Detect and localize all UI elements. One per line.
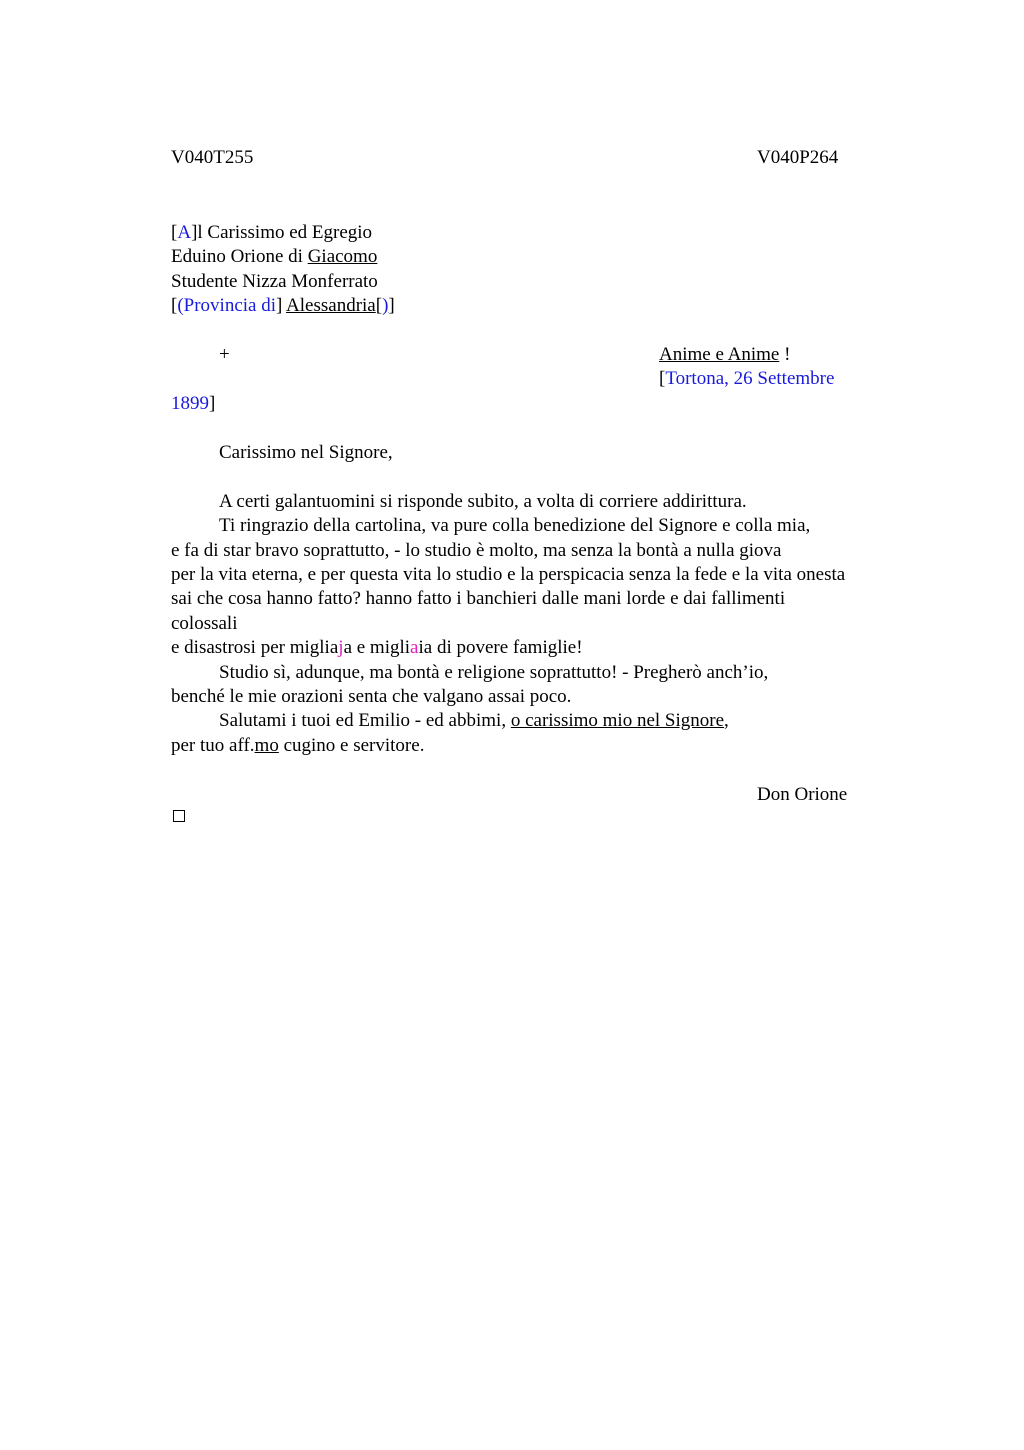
correction-mark: a <box>410 637 419 658</box>
body-line: sai che cosa hanno fatto? hanno fatto i banchieri dalle mani lorde e dai fallimenti <box>171 588 786 609</box>
correction-mark: j <box>338 637 344 658</box>
editorial-insertion: ) <box>382 295 389 316</box>
underlined-place: Alessandria <box>286 295 376 316</box>
address-text: ] <box>276 295 287 316</box>
body-line: benché le mie orazioni senta che valgano assai poco. <box>171 686 572 707</box>
body-text: Salutami i tuoi ed Emilio - ed abbimi, <box>219 710 511 731</box>
body-line: Studio sì, adunque, ma bontà e religione soprattutto! - Pregherò anch’io, <box>219 662 769 683</box>
document-code-right: V040P264 <box>757 147 839 168</box>
underlined-abbrev: mo <box>254 735 279 756</box>
body-line: colossali <box>171 613 238 634</box>
body-line: Ti ringrazio della cartolina, va pure colla benedizione del Signore e colla mia, <box>219 515 811 536</box>
body-text: a e migli <box>343 637 411 658</box>
motto-text: Anime e Anime <box>659 344 780 365</box>
address-line-2 <box>171 245 377 269</box>
editorial-date: Tortona, 26 Settembre <box>665 368 835 389</box>
bracket: [ <box>171 222 178 243</box>
cross-symbol: + <box>219 344 230 365</box>
underlined-phrase: o carissimo mio nel Signore <box>510 710 725 731</box>
body-text: e disastrosi per miglia <box>171 637 339 658</box>
bracket: [ <box>375 295 383 316</box>
body-text: ia di povere famiglie! <box>418 637 583 658</box>
address-line-4 <box>171 294 395 318</box>
body-line: per la vita eterna, e per questa vita lo studio e la perspicacia senza la fede e la vita onesta <box>171 564 846 585</box>
salutation: Carissimo nel Signore, <box>219 442 393 463</box>
body-line: A certi galantuomini si risponde subito, a volta di corriere addirittura. <box>219 491 747 512</box>
address-line-3: Studente Nizza Monferrato <box>171 271 378 292</box>
editorial-year: 1899 <box>171 393 209 414</box>
end-marker-box <box>173 810 185 822</box>
date-line-1 <box>659 367 834 391</box>
bracket: ] <box>388 295 395 316</box>
address-line-1 <box>171 221 372 245</box>
address-text: Eduino Orione di <box>171 246 308 267</box>
bracket: [ <box>659 368 666 389</box>
body-text: per tuo aff. <box>171 735 255 756</box>
underlined-name: Giacomo <box>307 246 378 267</box>
body-text: , <box>724 710 729 731</box>
editorial-insertion: (Provincia di <box>177 295 277 316</box>
document-code-left: V040T255 <box>171 147 254 168</box>
date-line-2 <box>171 392 215 416</box>
address-text: ]l Carissimo ed Egregio <box>191 222 373 243</box>
bracket: [ <box>171 295 178 316</box>
bracket: ] <box>209 393 216 414</box>
signature: Don Orione <box>757 784 848 805</box>
motto-suffix: ! <box>779 344 791 365</box>
body-line <box>219 709 729 733</box>
motto <box>659 343 790 367</box>
body-text: cugino e servitore. <box>278 735 425 756</box>
body-line <box>171 734 424 758</box>
body-line <box>171 636 583 660</box>
body-line: e fa di star bravo soprattutto, - lo studio è molto, ma senza la bontà a nulla giova <box>171 540 782 561</box>
editorial-insertion: A <box>177 222 192 243</box>
